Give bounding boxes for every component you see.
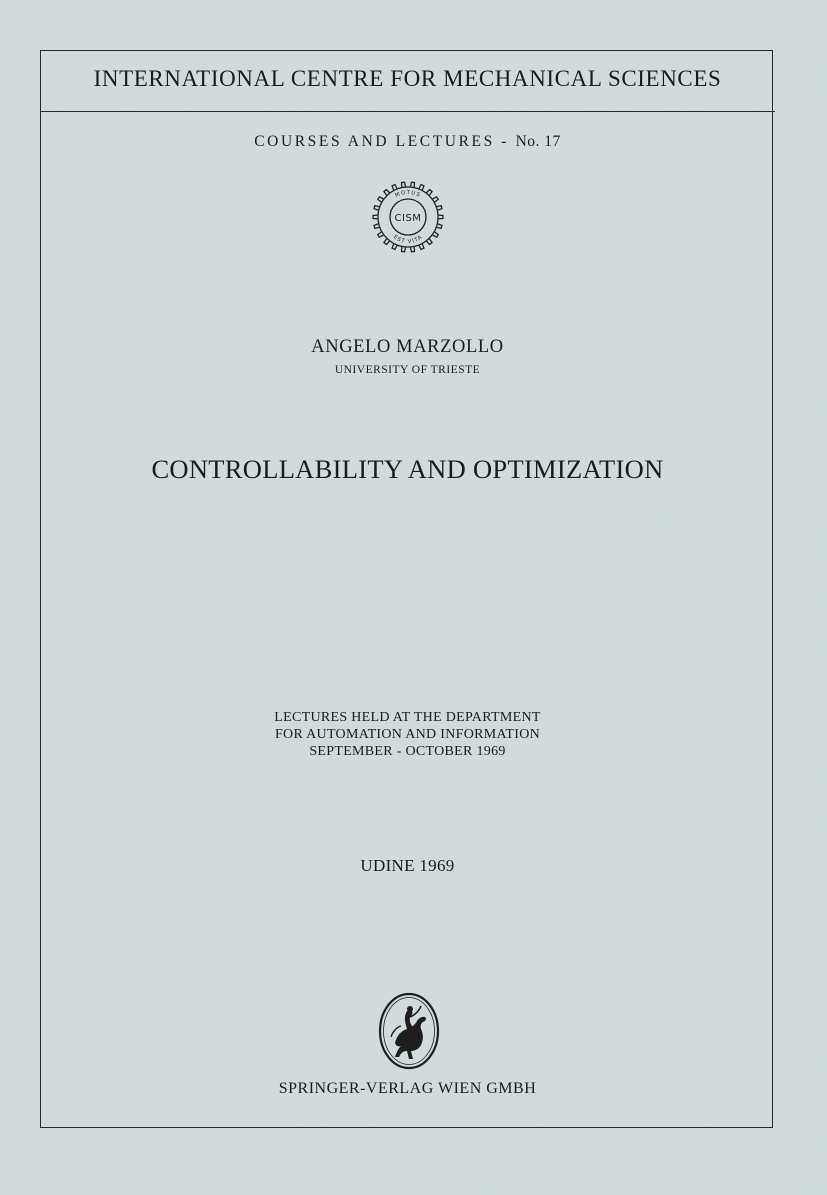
lectures-line: FOR AUTOMATION AND INFORMATION bbox=[274, 727, 541, 742]
lectures-note bbox=[40, 709, 775, 760]
header-rule bbox=[40, 111, 775, 112]
series-line bbox=[40, 133, 775, 151]
lectures-line: SEPTEMBER - OCTOBER 1969 bbox=[309, 744, 506, 759]
publisher-name: SPRINGER-VERLAG WIEN GMBH bbox=[278, 1080, 537, 1097]
seal-ring-bottom-text: EST VITA bbox=[392, 234, 424, 246]
institution-name: INTERNATIONAL CENTRE FOR MECHANICAL SCIENCES bbox=[93, 66, 722, 91]
svg-text:MOTUS bbox=[394, 190, 421, 199]
place-year: UDINE 1969 bbox=[360, 856, 455, 875]
springer-horse-logo-icon bbox=[377, 991, 441, 1071]
seal-inner-text: CISM bbox=[394, 213, 422, 224]
seal-ring-top-text: MOTUS bbox=[394, 189, 422, 200]
series-number: No. 17 bbox=[515, 133, 561, 150]
book-title: CONTROLLABILITY AND OPTIMIZATION bbox=[151, 454, 664, 484]
lectures-line: LECTURES HELD AT THE DEPARTMENT bbox=[274, 710, 541, 725]
series-label: COURSES AND LECTURES - bbox=[254, 133, 510, 150]
author-affiliation: UNIVERSITY OF TRIESTE bbox=[334, 364, 481, 376]
author-name: ANGELO MARZOLLO bbox=[311, 337, 504, 357]
cism-gear-seal-icon bbox=[372, 181, 444, 253]
svg-text:EST VITA bbox=[392, 234, 424, 245]
